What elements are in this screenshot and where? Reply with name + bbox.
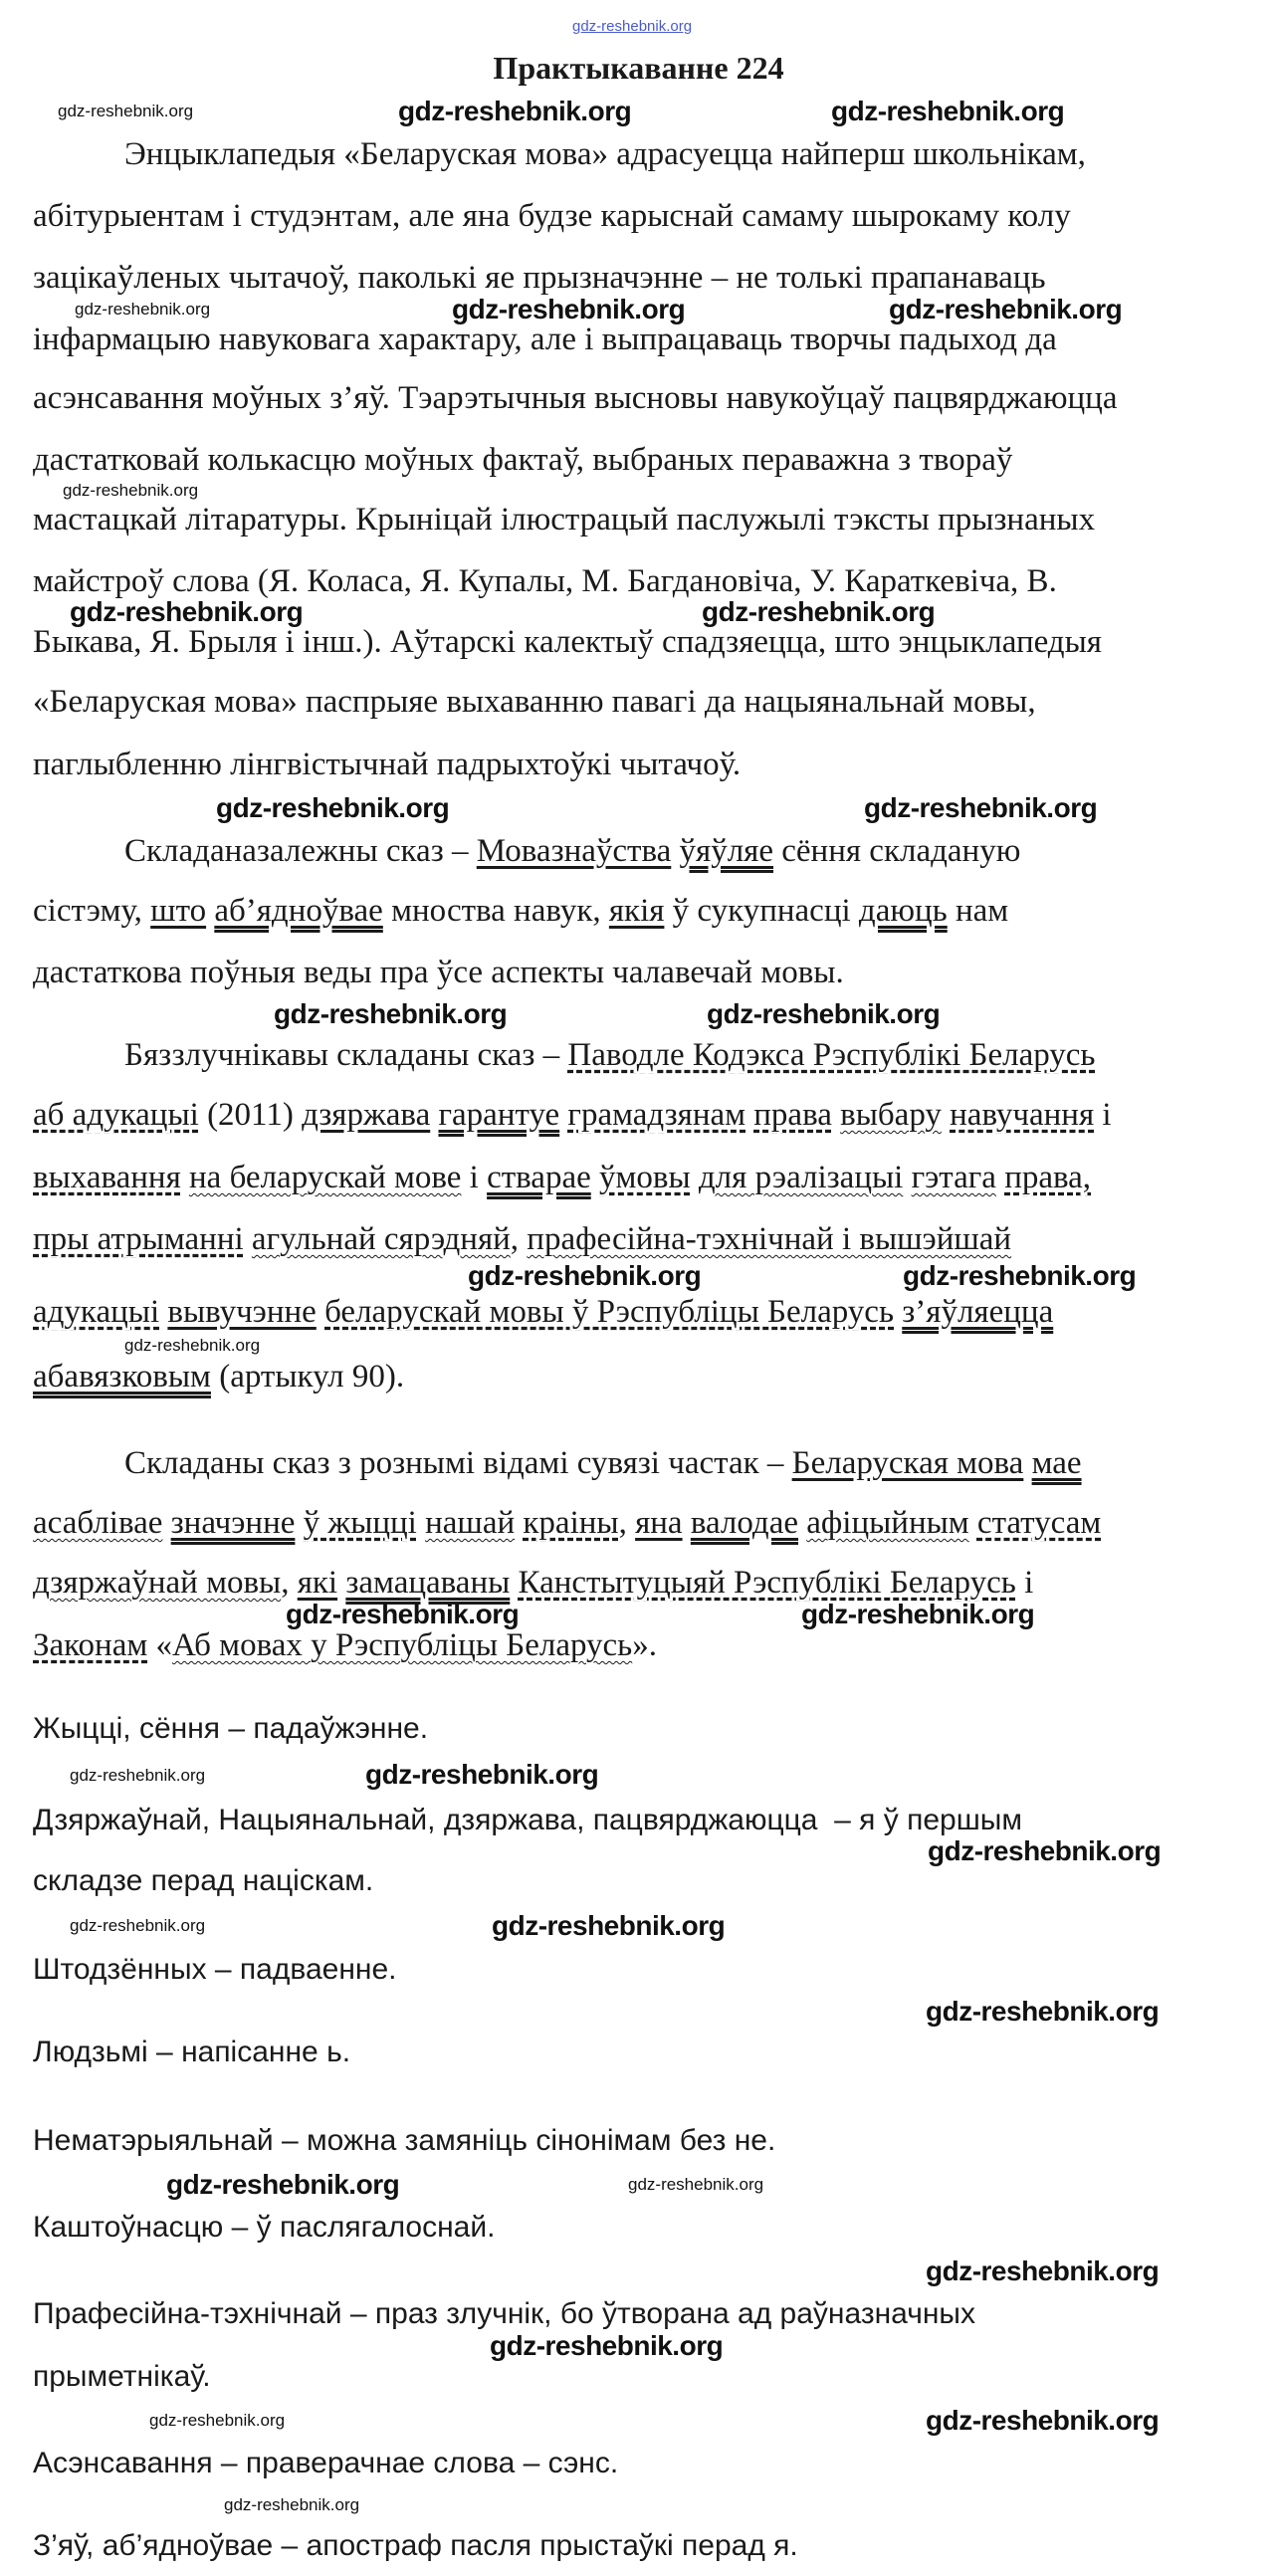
attribute-wavy-underlined: на беларускай мове <box>189 1160 462 1195</box>
text-segment <box>317 1294 324 1330</box>
attribute-wavy-underlined: нашай <box>425 1505 516 1541</box>
watermark-text: gdz-reshebnik.org <box>628 2175 764 2194</box>
watermark-text: gdz-reshebnik.org <box>216 792 450 823</box>
note-line: прыметнікаў. <box>33 2360 211 2393</box>
text-line <box>124 1039 1096 1072</box>
watermark-text: gdz-reshebnik.org <box>70 596 304 627</box>
text-segment: і <box>461 1160 488 1195</box>
text-segment <box>969 1505 977 1541</box>
text-segment <box>996 1160 1004 1195</box>
note-line: Нематэрыяльнай – можна замяніць сінонімам без не. <box>33 2124 776 2157</box>
attribute-wavy-underlined: выбару <box>840 1097 942 1133</box>
object-dashed-underlined: ў жыцці <box>303 1505 417 1541</box>
attribute-wavy-underlined: афіцыйным <box>806 1505 969 1541</box>
predicate-double-underlined: мае <box>1031 1445 1082 1481</box>
text-segment: мастацкай літаратуры. Крыніцай ілюстрацый паслужылі тэксты прызнаных <box>33 502 1096 537</box>
watermark-text: gdz-reshebnik.org <box>831 96 1065 126</box>
watermark-text: gdz-reshebnik.org <box>70 1916 206 1935</box>
watermark-text: gdz-reshebnik.org <box>75 300 211 319</box>
note-line: Каштоўнасцю – ў паслягалоснай. <box>33 2211 496 2244</box>
text-line <box>33 1629 657 1662</box>
text-line <box>33 200 1071 233</box>
text-segment <box>510 1565 518 1601</box>
text-line <box>33 1361 404 1394</box>
predicate-double-underlined: замацаваны <box>345 1565 511 1601</box>
text-line <box>33 1162 1091 1194</box>
object-dashed-underlined: грамадзянам <box>567 1097 746 1133</box>
text-segment: інфармацыю навуковага характару, але і выпрацаваць творчы падыход да <box>33 322 1057 357</box>
watermark-text: gdz-reshebnik.org <box>928 1835 1162 1866</box>
predicate-double-underlined: гарантуе <box>438 1097 560 1133</box>
object-dashed-underlined: Канстытуцыяй Рэспублікі Беларусь <box>518 1565 1016 1601</box>
text-line <box>33 749 741 781</box>
subject-underlined: дзяржава <box>302 1097 431 1133</box>
watermark-text: gdz-reshebnik.org <box>452 294 686 324</box>
subject-underlined: Беларуская мова <box>791 1445 1024 1481</box>
object-dashed-underlined: права, <box>1004 1160 1092 1195</box>
text-segment <box>417 1505 425 1541</box>
predicate-double-underlined: валодае <box>690 1505 799 1541</box>
subject-underlined: вывучэнне <box>167 1294 317 1330</box>
text-segment: дастаткова поўныя веды пра ўсе аспекты чалавечай мовы. <box>33 955 844 990</box>
text-line <box>33 382 1117 415</box>
text-segment: асэнсавання моўных з’яў. Тэарэтычныя высновы навукоўцаў пацвярджаюцца <box>33 380 1118 416</box>
watermark-text: gdz-reshebnik.org <box>149 2411 286 2430</box>
attribute-wavy-underlined: гэтага <box>911 1160 996 1195</box>
watermark-text: gdz-reshebnik.org <box>63 481 199 500</box>
text-segment <box>181 1160 189 1195</box>
object-dashed-underlined: аб адукацыі <box>33 1097 199 1133</box>
watermark-text: gdz-reshebnik.org <box>926 2255 1160 2286</box>
watermark-text: gdz-reshebnik.org <box>707 998 941 1029</box>
text-line <box>33 1507 1101 1540</box>
predicate-double-underlined: ўяўляе <box>679 833 774 869</box>
text-segment <box>942 1097 950 1133</box>
text-line <box>33 895 1008 928</box>
watermark-text: gdz-reshebnik.org <box>490 2330 724 2361</box>
text-segment: Энцыклапедыя «Беларуская мова» адрасуецца найперш школьнікам, <box>124 136 1086 172</box>
text-segment: (2011) <box>198 1097 303 1133</box>
attribute-wavy-underlined: прафесійна-тэхнічнай і вышэйшай <box>527 1221 1012 1257</box>
text-segment: , <box>281 1565 298 1601</box>
text-line <box>33 686 1036 719</box>
text-segment: сёння складаную <box>773 833 1021 869</box>
attribute-wavy-underlined: дзяржаўнай мовы <box>33 1565 282 1601</box>
text-segment: сістэму, <box>33 893 151 929</box>
attribute-wavy-underlined: Аб мовах у Рэспубліцы Беларусь <box>171 1627 633 1663</box>
watermark-text: gdz-reshebnik.org <box>702 596 936 627</box>
text-segment: паглыбленню лінгвістычнай падрыхтоўкі чытачоў. <box>33 747 742 782</box>
predicate-double-underlined: стварае <box>487 1160 591 1195</box>
text-segment: мноства навук, <box>382 893 609 929</box>
object-dashed-underlined: статусам <box>976 1505 1102 1541</box>
text-line <box>33 565 1057 598</box>
watermark-text: gdz-reshebnik.org <box>492 1910 726 1941</box>
text-segment <box>894 1294 902 1330</box>
predicate-double-underlined: даюць <box>858 893 948 929</box>
text-segment: «Беларуская мова» паспрыяе выхаванню павагі да нацыянальнай мовы, <box>33 684 1036 720</box>
text-line <box>124 835 1020 868</box>
text-line <box>33 1296 1053 1329</box>
text-segment <box>683 1505 691 1541</box>
subject-underlined: які <box>297 1565 338 1601</box>
text-line <box>33 262 1046 295</box>
object-dashed-underlined: выхавання <box>33 1160 181 1195</box>
predicate-double-underlined: абавязковым <box>33 1359 211 1395</box>
watermark-text: gdz-reshebnik.org <box>224 2495 360 2514</box>
text-segment: Быкава, Я. Брыля і інш.). Аўтарскі калектыў спадзяецца, што энцыклапедыя <box>33 624 1102 660</box>
note-line: Штодзённых – падваенне. <box>33 1953 397 1986</box>
text-segment: , <box>510 1221 528 1257</box>
subject-underlined: яна <box>635 1505 683 1541</box>
text-line <box>33 626 1102 659</box>
object-dashed-underlined: Законам <box>33 1627 148 1663</box>
note-line: складзе перад націскам. <box>33 1864 374 1897</box>
object-dashed-underlined: навучання <box>950 1097 1095 1133</box>
text-segment: , <box>618 1505 636 1541</box>
text-segment: « <box>147 1627 172 1663</box>
text-segment <box>691 1160 699 1195</box>
text-line <box>33 1223 1011 1256</box>
object-dashed-underlined: ўмовы <box>599 1160 691 1195</box>
text-segment: і <box>1094 1097 1112 1133</box>
watermark-text: gdz-reshebnik.org <box>274 998 508 1029</box>
object-dashed-underlined: права <box>753 1097 832 1133</box>
watermark-text: gdz-reshebnik.org <box>926 2405 1160 2436</box>
text-segment: абітурыентам і студэнтам, але яна будзе карыснай самаму шырокаму колу <box>33 198 1071 234</box>
predicate-double-underlined: аб’ядноўвае <box>214 893 383 929</box>
object-dashed-underlined: Паводле Кодэкса Рэспублікі Беларусь <box>567 1037 1096 1073</box>
watermark-text: gdz-reshebnik.org <box>903 1260 1137 1291</box>
text-segment: нам <box>947 893 1009 929</box>
text-segment <box>591 1160 599 1195</box>
text-line <box>33 1567 1033 1600</box>
subject-underlined: Мовазнаўства <box>476 833 672 869</box>
watermark-text: gdz-reshebnik.org <box>365 1759 599 1790</box>
text-line <box>33 323 1057 356</box>
attribute-wavy-underlined: агульнай сярэдняй <box>251 1221 511 1257</box>
text-line <box>33 1099 1112 1132</box>
note-line: З’яў, аб’ядноўвае – апостраф пасля прыстаўкі перад я. <box>33 2529 798 2562</box>
text-segment: Бяззлучнікавы складаны сказ – <box>124 1037 568 1073</box>
text-segment: дастатковай колькасцю моўных фактаў, выбраных пераважна з твораў <box>33 442 1013 478</box>
watermark-text: gdz-reshebnik.org <box>286 1599 520 1629</box>
watermark-text: gdz-reshebnik.org <box>58 102 194 120</box>
text-segment <box>162 1505 170 1541</box>
text-segment: і <box>1015 1565 1034 1601</box>
text-line <box>33 504 1095 537</box>
watermark-text: gdz-reshebnik.org <box>398 96 632 126</box>
text-segment: майстроў слова (Я. Коласа, Я. Купалы, М. Багдановіча, У. Караткевіча, В. <box>33 563 1057 599</box>
watermark-text: gdz-reshebnik.org <box>926 1996 1160 2027</box>
text-line <box>33 957 844 989</box>
predicate-double-underlined: з’яўляецца <box>902 1294 1054 1330</box>
text-segment: ». <box>632 1627 657 1663</box>
text-segment <box>295 1505 303 1541</box>
note-line: Асэнсавання – праверачнае слова – сэнс. <box>33 2447 619 2479</box>
text-segment: Складаназалежны сказ – <box>124 833 477 869</box>
object-dashed-underlined: беларускай мовы ў Рэспубліцы Беларусь <box>324 1294 894 1330</box>
predicate-double-underlined: значэнне <box>170 1505 296 1541</box>
watermark-text: gdz-reshebnik.org <box>572 18 693 35</box>
watermark-text: gdz-reshebnik.org <box>864 792 1098 823</box>
watermark-text: gdz-reshebnik.org <box>468 1260 702 1291</box>
text-segment: (артыкул 90). <box>210 1359 405 1395</box>
text-segment <box>903 1160 911 1195</box>
attribute-wavy-underlined: для рэалізацыі <box>698 1160 904 1195</box>
note-line: Прафесійна-тэхнічнай – праз злучнік, бо ўтворана ад раўназначных <box>33 2297 975 2330</box>
text-line <box>33 444 1012 477</box>
watermark-text: gdz-reshebnik.org <box>801 1599 1035 1629</box>
note-line: Людзьмі – напісанне ь. <box>33 2036 351 2068</box>
text-segment: Складаны сказ з рознымі відамі сувязі частак – <box>124 1445 792 1481</box>
text-segment <box>244 1221 252 1257</box>
subject-underlined: што <box>150 893 207 929</box>
attribute-wavy-underlined: асаблівае <box>33 1505 163 1541</box>
page-title: Практыкаванне 224 <box>493 50 784 86</box>
text-segment <box>1023 1445 1031 1481</box>
object-dashed-underlined: краіны <box>523 1505 619 1541</box>
watermark-text: gdz-reshebnik.org <box>70 1766 206 1785</box>
text-segment <box>832 1097 840 1133</box>
note-line: Жыцці, сёння – падаўжэнне. <box>33 1712 429 1745</box>
object-dashed-underlined: адукацыі <box>33 1294 160 1330</box>
text-line <box>124 138 1086 171</box>
subject-underlined: якія <box>608 893 665 929</box>
text-segment <box>671 833 679 869</box>
watermark-text: gdz-reshebnik.org <box>889 294 1123 324</box>
watermark-text: gdz-reshebnik.org <box>124 1336 261 1355</box>
text-line <box>124 1447 1082 1480</box>
object-dashed-underlined: пры атрыманні <box>33 1221 244 1257</box>
text-segment: ў сукупнасці <box>664 893 859 929</box>
note-line: Дзяржаўнай, Нацыянальнай, дзяржава, пацвярджаюцца – я ў першым <box>33 1804 1022 1836</box>
text-segment: зацікаўленых чытачоў, паколькі яе прызначэнне – не толькі прапанаваць <box>33 260 1046 296</box>
watermark-text: gdz-reshebnik.org <box>166 2169 400 2200</box>
